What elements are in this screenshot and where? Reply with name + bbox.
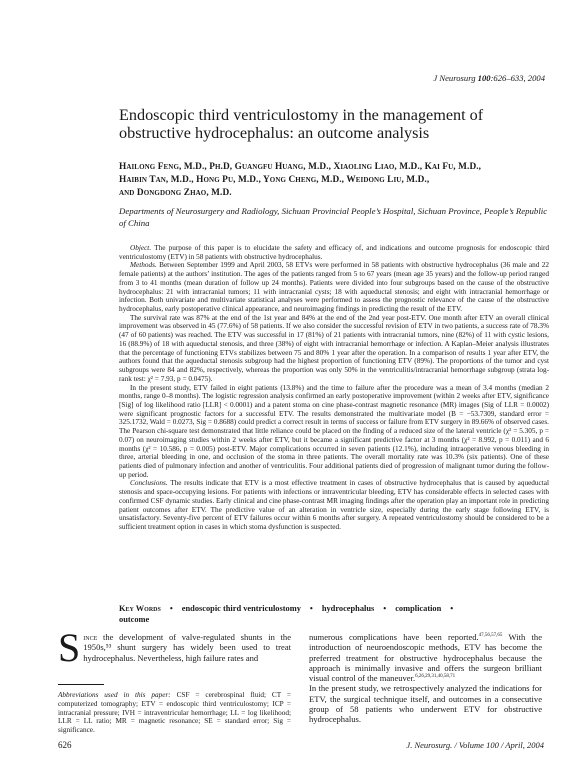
abstract-results-2: In the present study, ETV failed in eight patients (13.8%) and the time to failure after the procedure was a mean of 3.4 months (median 2 months, range 0–8 months). The logistic regression analysis confirmed an early postoperative improvement (within 2 weeks after ETV, significance [Sig] of log likelihood ratio [LLR] < 0.0001) and a patent stoma on cine phase-contrast magnetic resonance (MR) images (Sig of LLR = 0.0002) were significant prognostic factors for a successful ETV. The results demonstrated the multivariate model (B = −53.7309, standard error = 325.1732, Wald = 0.0273, Sig = 0.8688) could predict a correct result in terms of success or failure from ETV surgery in 89.66% of observed cases. The Pearson chi-square test demonstrated that little reliance could be placed on the finding of a reduced size of the lateral ventricle (χ² = 5.305, p = 0.07) on neuroimaging studies within 2 weeks after ETV, but it became a significant predictive factor at 3 months (χ² = 8.992, p = 0.011) and 6 months (χ² = 10.586, p = 0.005) post-ETV. Major complications occurred in seven patients (12.1%), including intraoperative venous bleeding in three, arterial bleeding in one, and occlusion of the stoma in three patients. The overall mortality rate was 10.3% (six patients). One of these patients died of pulmonary infection and another of ventriculitis. Four additional patients died of progression of malignant tumor during the follow-up period. bbox=[119, 383, 549, 479]
citation-ref: 47,56,57,65 bbox=[478, 633, 503, 639]
author-line: and Dongdong Zhao, M.D. bbox=[119, 187, 232, 198]
abbreviations-text: CSF = cerebrospinal fluid; CT = computerized tomography; ETV = endoscopic third ventriculostomy; ICP = intracranial pressure; IVH = intraventricular hemorrhage; LL = log likelihood; LLR = LL ratio; MR = magnetic resonance; SE = standard error; Sig = significance. bbox=[58, 691, 292, 734]
abbreviations-footnote bbox=[58, 691, 291, 735]
body-text: numerous complications have been reported. bbox=[309, 632, 479, 642]
journal-volume: 100 bbox=[477, 73, 491, 83]
abstract-object bbox=[119, 244, 549, 261]
section-text: The results indicate that ETV is a most effective treatment in cases of obstructive hydrocephalus that is caused by aqueductal stenosis and space-occupying lesions. For patients with infections or intraventricular bleeding, ETV has considerable effects in selected cases with confirmed CSF dynamic studies. Early clinical and cine phase-contrast MR imaging findings after the operation play an important role in predicting patient outcomes after ETV. The predictive value of an alteration in ventricle size, especially during the early stage following ETV, is unsatisfactory. Seventy-five percent of ETV failures occur within 6 months after surgery. A repeated ventriculostomy should be considered to be a sufficient treatment option in cases in which stoma dysfunction is suspected. bbox=[119, 479, 549, 531]
footnote-rule bbox=[58, 684, 104, 685]
lead-in: ince bbox=[83, 632, 98, 642]
body-paragraph bbox=[309, 632, 542, 683]
affiliation: Departments of Neurosurgery and Radiology, Sichuan Provincial People’s Hospital, Sichuan Province, People’s Republic of China bbox=[119, 206, 548, 228]
section-text: Between September 1999 and April 2003, 58 ETVs were performed in 58 patients with obstructive hydrocephalus (36 male and 22 female patients) at the authors’ institution. The ages of the patients ranged from 5 to 67 years (mean age 35 years) and the follow-up period ranged from 3 to 41 months (mean duration of follow up 24 months). Patients were divided into four subgroups based on the cause of the obstructive hydrocephalus: 21 with intracranial tumors; 11 with intracranial cysts; 18 with aqueductal stenosis; and eight with intracranial hemorrhage or infection. Both univariate and multivariate statistical analyses were performed to assess the prognostic relevance of the cause of the obstructive hydrocephalus, early postoperative clinical appearance, and neuroimaging findings in predicting the result of the ETV. bbox=[119, 261, 549, 314]
page-number: 626 bbox=[58, 740, 72, 750]
abstract-conclusions bbox=[119, 479, 549, 531]
keyword: hydrocephalus bbox=[321, 604, 375, 613]
body-text: With the introduction of neuroendoscopic methods, ETV has become the preferred treatment for obstructive hydrocephalus because the approach is minimally invasive and offers the surgeon brilliant visual control of the maneuver. bbox=[309, 632, 542, 684]
drop-cap: S bbox=[58, 625, 81, 670]
journal-citation bbox=[433, 73, 545, 83]
journal-pages: :626–633, 2004 bbox=[490, 73, 545, 83]
body-paragraph: In the present study, we retrospectively analyzed the indications for ETV, the surgical technique itself, and outcomes in a consecutive group of 58 patients who underwent ETV for obstructive hydrocephalus. bbox=[309, 683, 542, 725]
abbreviations-label: Abbreviations used in this paper: bbox=[58, 691, 171, 699]
footer-journal-ref: J. Neurosurg. / Volume 100 / April, 2004 bbox=[406, 740, 544, 750]
bullet: • bbox=[169, 604, 173, 613]
abstract-methods bbox=[119, 261, 549, 313]
section-heading: Methods. bbox=[130, 261, 157, 270]
author-list bbox=[119, 161, 549, 199]
keyword: endoscopic third ventriculostomy bbox=[181, 604, 301, 613]
body-text: the development of valve-regulated shunts in the 1950s,⁵³ shunt surgery has widely been used to treat hydrocephalus. Nevertheless, high failure rates and bbox=[83, 632, 291, 663]
article-title: Endoscopic third ventriculostomy in the management of obstructive hydrocephalus: an outcome analysis bbox=[119, 106, 484, 142]
section-heading: Object. bbox=[130, 244, 152, 252]
journal-name: J Neurosurg bbox=[433, 73, 476, 83]
author-line: Haibin Tan, M.D., Hong Pu, M.D., Yong Cheng, M.D., Weidong Liu, M.D., bbox=[119, 174, 430, 185]
keywords bbox=[119, 603, 549, 625]
section-text: The purpose of this paper is to elucidate the safety and efficacy of, and indications and outcome prognosis for endoscopic third ventriculostomy (ETV) in 58 patients with obstructive hydrocephalus. bbox=[119, 244, 549, 261]
citation-ref: 6,26,29,31,40,58,71 bbox=[415, 674, 456, 680]
keyword: complication bbox=[395, 604, 442, 613]
section-heading: Conclusions. bbox=[130, 479, 168, 488]
keyword: outcome bbox=[119, 615, 150, 624]
body-column-right bbox=[309, 632, 542, 725]
body-column-left bbox=[58, 625, 291, 670]
author-line: Hailong Feng, M.D., Ph.D, Guangfu Huang, M.D., Xiaoling Liao, M.D., Kai Fu, M.D., bbox=[119, 162, 482, 172]
bullet: • bbox=[383, 604, 387, 613]
bullet: • bbox=[309, 604, 313, 613]
abstract-results-1: The survival rate was 87% at the end of the 1st year and 84% at the end of the 2nd year post-ETV. One month after ETV an overall clinical improvement was observed in 45 (77.6%) of 58 patients. If we also consider the successful revision of ETV in two patients, a success rate of 78.3% (47 of 60 patients) was reached. The ETV was successful in 17 (81%) of 21 patients with intracranial tumors, nine (82%) of 11 with cystic lesions, 16 (88.9%) of 18 with aqueductal stenosis, and three (38%) of eight with intracranial hemorrhage or infection. A Kaplan–Meier analysis illustrates that the percentage of functioning ETVs stabilizes between 75 and 80% 1 year after the operation. In a comparison of results 1 year after ETV, the authors found that the aqueductal stenosis subgroup had the highest proportion of functioning ETV (89%). The proportions of the tumor and cyst subgroups were 84 and 82%, respectively, whereas the proportion was only 50% in the ventriculitis/intracranial hemorrhage subgroup (strata log-rank test: χ² = 7.93, p = 0.0475). bbox=[119, 313, 549, 383]
abstract bbox=[119, 244, 549, 532]
keywords-label: Key Words bbox=[119, 604, 161, 613]
bullet: • bbox=[450, 604, 454, 613]
